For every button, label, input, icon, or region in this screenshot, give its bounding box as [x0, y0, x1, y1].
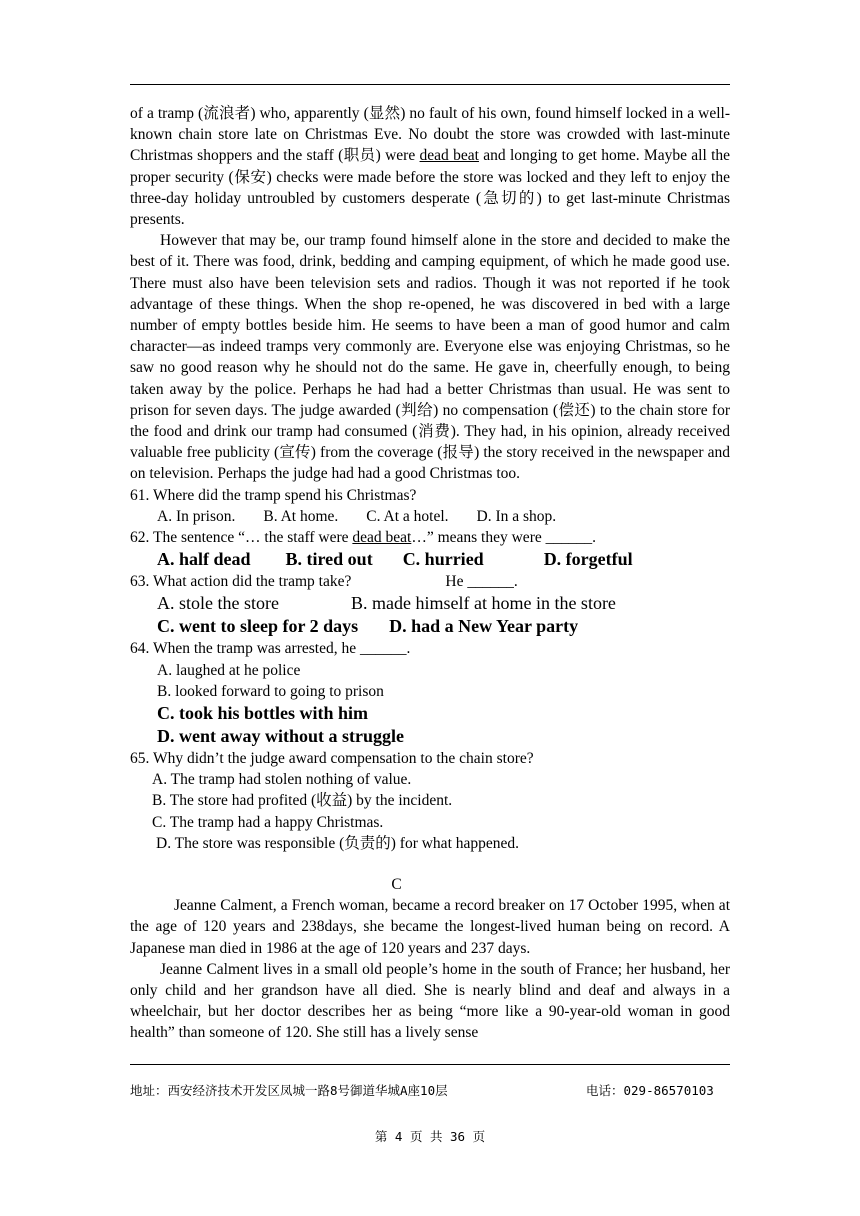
passage-c-paragraph-1: Jeanne Calment, a French woman, became a record breaker on 17 October 1995, when at the age of 120 years and 238days, she became the longest-lived human being on record. A Japanese man died in 1986 at the age of 120 years and 237 days. [130, 897, 730, 957]
passage-c-paragraph-2: Jeanne Calment lives in a small old people’s home in the south of France; her husband, her only child and her grandson have all died. She is nearly blind and deaf and always in a wheelchair, but her doctor describes her as being “more like a 90-year-old woman in good health” than someone of 120. She still has a lively sense [130, 960, 730, 1042]
question-63-stem [130, 571, 730, 592]
q65-option-a: A. The tramp had stolen nothing of value. [152, 771, 412, 789]
q62-option-c: C. hurried [402, 549, 484, 570]
footer-phone: 电话：029-86570103 [586, 1083, 714, 1098]
question-62-stem [130, 527, 730, 548]
header-rule [130, 84, 730, 85]
q63-option-c: C. went to sleep for 2 days [157, 616, 359, 637]
passage-b-p1-rest: and longing to get home. Maybe all the proper security (保安) checks were made before the store was locked and they left to enjoy the three-day holiday untroubled by customers desperate (急切的) to get last-minute Christmas presents. [130, 147, 731, 229]
q63-stem-tail: He ______. [445, 573, 518, 591]
q65-option-b: B. The store had profited (收益) by the incident. [152, 792, 453, 810]
page-number: 第 4 页 共 36 页 [374, 1129, 486, 1144]
q63-option-a: A. stole the store [157, 593, 279, 614]
q64-option-a: A. laughed at he police [157, 661, 301, 679]
question-61-options [130, 506, 730, 527]
passage-b-paragraph-1 [130, 103, 730, 230]
q61-option-c: C. At a hotel. [366, 507, 449, 525]
question-65-stem: 65. Why didn’t the judge award compensation to the chain store? [130, 750, 534, 768]
q64-option-d: D. went away without a struggle [157, 726, 404, 747]
q62-option-a: A. half dead [157, 549, 251, 570]
question-61-stem: 61. Where did the tramp spend his Christmas? [130, 486, 417, 504]
q64-option-c: C. took his bottles with him [157, 703, 369, 724]
page-content [130, 103, 730, 1044]
q62-option-b: B. tired out [285, 549, 373, 570]
footer-rule [130, 1064, 730, 1065]
q61-option-d: D. In a shop. [476, 507, 557, 525]
q63-stem-text: 63. What action did the tramp take? [130, 573, 352, 591]
question-62-options [130, 548, 730, 571]
q61-option-a: A. In prison. [157, 507, 236, 525]
q64-option-b: B. looked forward to going to prison [157, 682, 384, 700]
q61-option-b: B. At home. [263, 507, 339, 525]
q65-option-d: D. The store was responsible (负责的) for what happened. [156, 834, 520, 852]
q63-option-b: B. made himself at home in the store [350, 593, 616, 614]
q63-option-d: D. had a New Year party [389, 616, 579, 637]
underlined-phrase: dead beat [419, 147, 479, 165]
question-63-options-row-1 [130, 592, 730, 615]
passage-b-paragraph-2: However that may be, our tramp found himself alone in the store and decided to make the best of it. There was food, drink, bedding and camping equipment, of which he made good use. There must also have been television sets and radios. Though it was not reported if he took advantage of these things. When the shop re-opened, he was discovered in bed with a large number of empty bottles beside him. He seems to have been a man of good humor and calm character—as indeed tramps very commonly are. Everyone else was enjoying Christmas, so he saw no good reason why he should not do the same. He gave in, cheerfully enough, to being taken away by the police. Perhaps he had had a better Christmas than usual. He was sent to prison for seven days. The judge awarded (判给) no compensation (偿还) to the chain store for the food and drink our tramp had consumed (消费). They had, in his opinion, already received valuable free publicity (宣传) from the coverage (报导) the story received in the newspaper and on television. Perhaps the judge had had a good Christmas too. [130, 232, 730, 483]
q62-underlined-phrase: dead beat [352, 529, 412, 547]
footer-address: 地址：西安经济技术开发区凤城一路8号御道华城A座10层 [130, 1083, 448, 1098]
q62-stem-after: …” means they were ______. [411, 529, 596, 547]
q65-option-c: C. The tramp had a happy Christmas. [152, 813, 384, 831]
question-63-options-row-2 [130, 615, 730, 638]
q62-option-d: D. forgetful [543, 549, 633, 570]
passage-b-p1-text: of a tramp (流浪者) who, apparently (显然) no fault of his own, found himself locked in a well-known chain store late on Christmas Eve. No doubt the store was crowded with last-minute Christmas shoppers and the staff (职员) were [130, 105, 730, 165]
section-c-heading: C [391, 876, 402, 894]
q62-stem-before: 62. The sentence “… the staff were [130, 529, 353, 547]
question-64-stem: 64. When the tramp was arrested, he ______. [130, 640, 411, 658]
